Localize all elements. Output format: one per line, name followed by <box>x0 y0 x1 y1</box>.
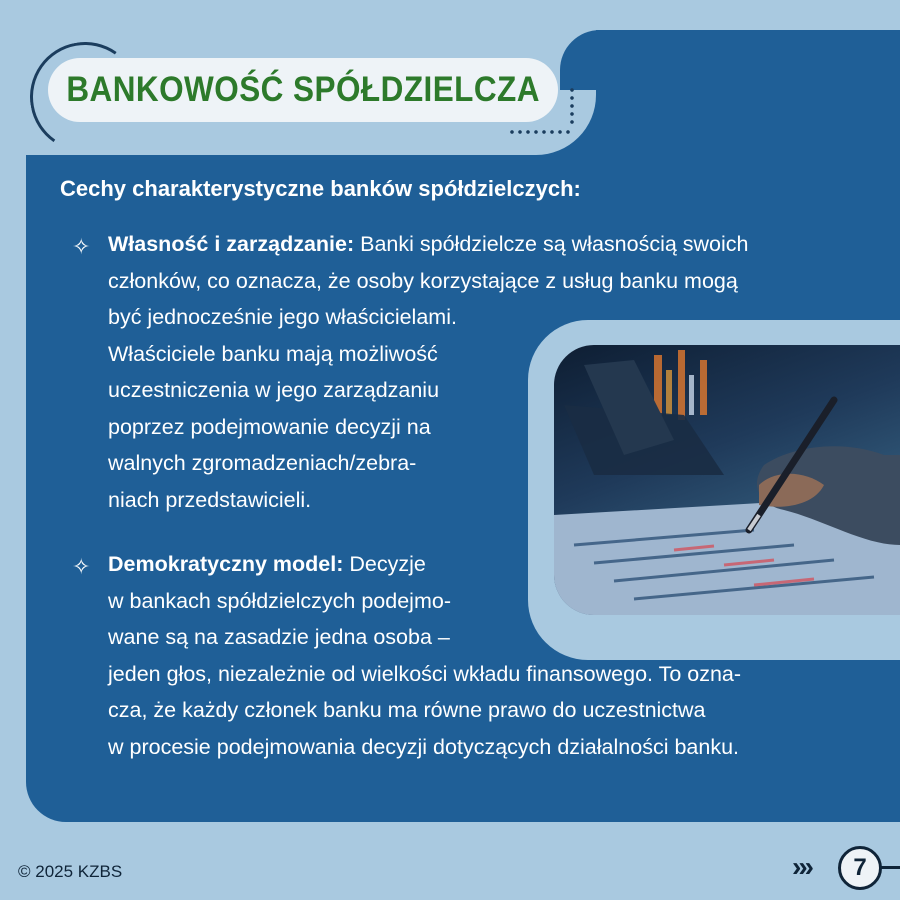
bullet-heading: Demokratyczny model: <box>108 552 344 576</box>
panel-top-right <box>560 30 900 90</box>
bullet-line: poprzez podejmowanie decyzji na <box>108 414 431 439</box>
photo-illustration <box>554 345 900 615</box>
bullet-line: Banki spółdzielcze są własnością swoich <box>360 232 749 256</box>
triple-chevron-right-icon[interactable]: ››› <box>792 851 811 882</box>
decorative-dots-horizontal <box>508 128 572 136</box>
bullet-line: uczestniczenia w jego zarządzaniu <box>108 378 440 402</box>
finance-documents-photo <box>554 345 900 615</box>
page-number-badge <box>838 846 882 890</box>
page-number: 7 <box>853 854 867 881</box>
bullet-line: Właściciele banku mają możliwość <box>108 341 438 366</box>
bullet-line: członków, co oznacza, że osoby korzystające z usług banku mogą <box>108 268 738 293</box>
copyright-text: © 2025 KZBS <box>18 862 123 881</box>
section-subtitle: Cechy charakterystyczne banków spółdzielczych: <box>60 176 581 201</box>
bullet-line: walnych zgromadzeniach/zebra- <box>108 451 417 475</box>
bullet-line: w procesie podejmowania decyzji dotyczących działalności banku. <box>108 734 739 759</box>
title-pill <box>48 58 558 122</box>
bullet-line: wane są na zasadzie jedna osoba – <box>108 625 450 649</box>
star-bullet-icon: ✧ <box>72 554 91 579</box>
decorative-dots-vertical <box>568 86 576 126</box>
bullet-line: być jednocześnie jego właścicielami. <box>108 305 457 329</box>
page-number-line <box>880 866 900 869</box>
bullet-heading: Własność i zarządzanie: <box>108 232 355 256</box>
page-title: BANKOWOŚĆ SPÓŁDZIELCZA <box>66 70 540 109</box>
bullet-line: jeden głos, niezależnie od wielkości wkładu finansowego. To ozna- <box>108 661 742 686</box>
star-bullet-icon: ✧ <box>72 234 91 259</box>
bullet-line: w bankach spółdzielczych podejmo- <box>108 588 451 613</box>
bullet-line: niach przedstawicieli. <box>108 487 312 512</box>
bullet-line: cza, że każdy członek banku ma równe prawo do uczestnictwa <box>108 698 706 722</box>
bullet-line: Decyzje <box>349 552 426 576</box>
